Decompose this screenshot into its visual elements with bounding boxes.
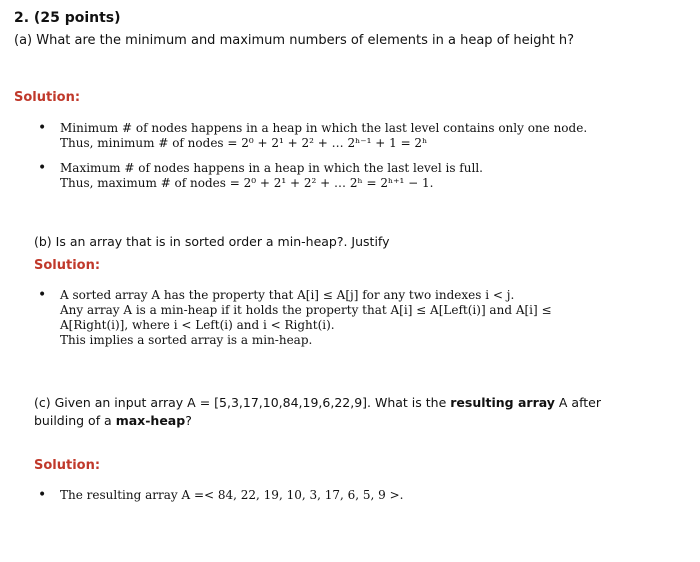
part-c-question-mid: A after <box>554 395 602 410</box>
part-a-solution-label: Solution: <box>14 90 81 105</box>
part-c-bold-resulting-array: resulting array <box>450 395 555 410</box>
bullet-icon: • <box>38 287 47 303</box>
part-b-line3: A[Right(i)], where i < Left(i) and i < Right(i). <box>60 318 335 332</box>
bullet-icon: • <box>38 160 47 176</box>
part-b-line2: Any array A is a min-heap if it holds the property that A[i] ≤ A[Left(i)] and A[i] ≤ <box>60 303 552 317</box>
part-b-line1: A sorted array A has the property that A[i] ≤ A[j] for any two indexes i < j. <box>60 288 515 302</box>
part-b-line4: This implies a sorted array is a min-heap. <box>60 333 313 347</box>
part-c-solution-label: Solution: <box>34 458 101 473</box>
part-c-question <box>34 394 601 430</box>
part-c-answer: The resulting array A =< 84, 22, 19, 10, 3, 17, 6, 5, 9 >. <box>60 488 404 502</box>
part-a-question: (a) What are the minimum and maximum numbers of elements in a heap of height h? <box>14 33 575 48</box>
part-c-question-end: ? <box>185 413 192 428</box>
question-title: 2. (25 points) <box>14 10 121 26</box>
bullet-min-line2: Thus, minimum # of nodes = 2⁰ + 2¹ + 2² + … 2ʰ⁻¹ + 1 = 2ʰ <box>60 136 428 150</box>
part-b-question: (b) Is an array that is in sorted order a min-heap?. Justify <box>34 234 390 249</box>
bullet-icon: • <box>38 487 47 503</box>
part-c-question-pre: (c) Given an input array A = [5,3,17,10,84,19,6,22,9]. What is the <box>34 395 451 410</box>
bullet-max-line2: Thus, maximum # of nodes = 2⁰ + 2¹ + 2² + … 2ʰ = 2ʰ⁺¹ − 1. <box>60 176 434 190</box>
part-c-bold-max-heap: max-heap <box>115 413 186 428</box>
bullet-min-line1: Minimum # of nodes happens in a heap in which the last level contains only one node. <box>60 121 588 135</box>
bullet-icon: • <box>38 120 47 136</box>
part-c-question-line2: building of a <box>34 413 116 428</box>
part-b-solution-label: Solution: <box>34 258 101 273</box>
bullet-max-line1: Maximum # of nodes happens in a heap in which the last level is full. <box>60 161 483 175</box>
